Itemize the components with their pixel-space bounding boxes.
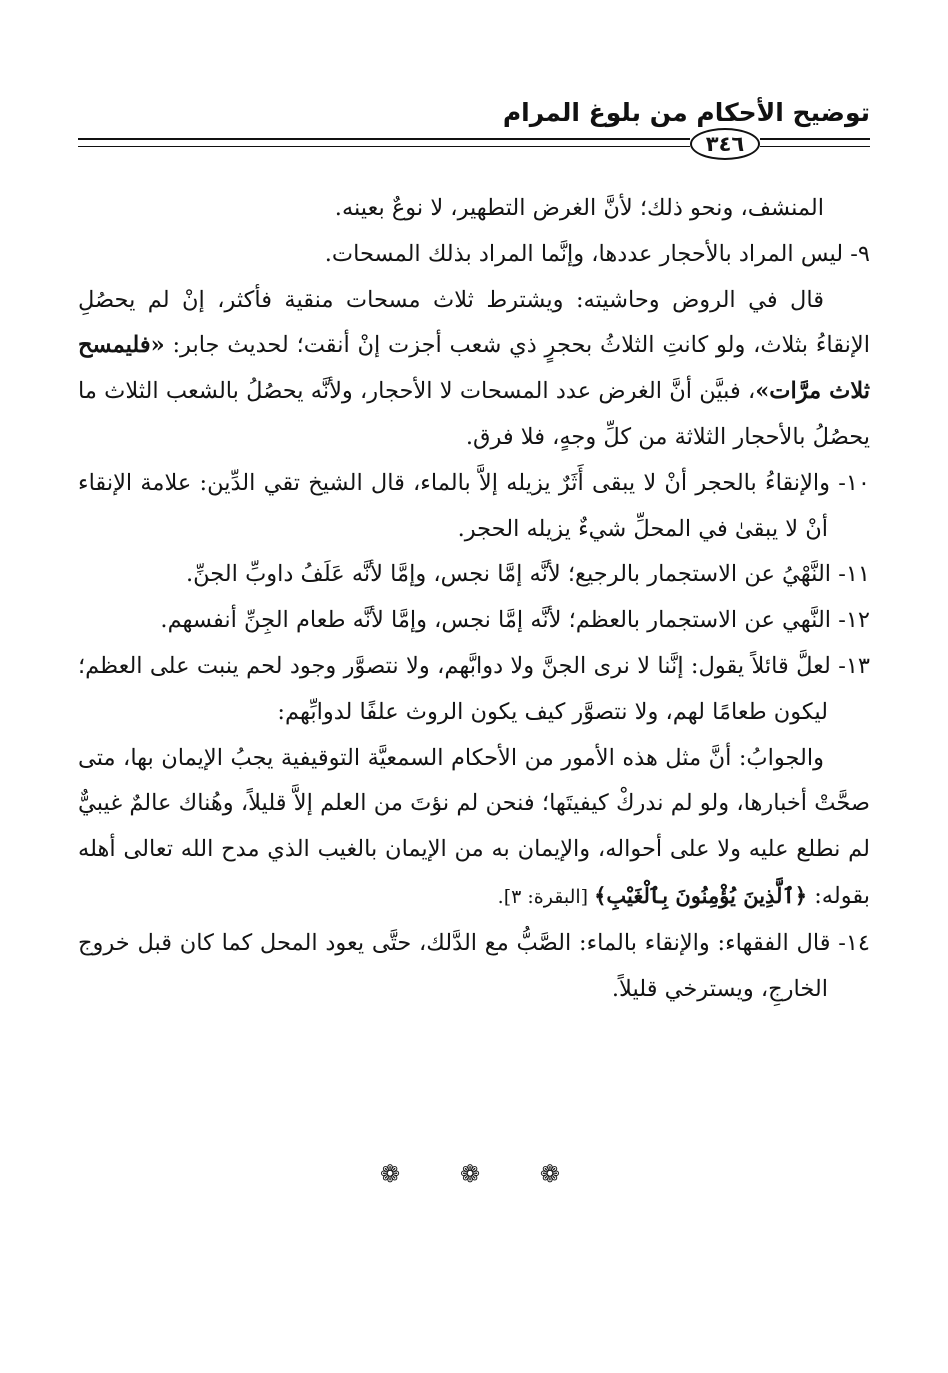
list-item-9: ٩- ليس المراد بالأحجار عددها، وإنَّما المراد بذلك المسحات. xyxy=(324,240,870,267)
page-number-frame xyxy=(690,128,760,160)
hadith-quote: «فليمسح ثلاث مرَّات» xyxy=(78,332,871,405)
header-rule-right-top xyxy=(760,138,870,140)
answer-text: والجوابُ: أنَّ مثل هذه الأمور من الأحكام السمعيَّة التوقيفية يجبُ الإيمان بها، متى صحَّتْ أخبارها، ولو لم ندركْ كيفيتَها؛ فنحن لم نؤتَ من العلم إلاَّ قليلاً، وهُناك عالمٌ غيبيٌّ لم نطلع عليه ولا على أحواله، والإيمان به من الإيمان بالغيب الذي مدح الله تعالى أهله بقوله: xyxy=(78,744,870,909)
separator-star-3: ❁ xyxy=(539,1160,560,1188)
header-rule-right-bottom xyxy=(760,146,870,147)
book-title: توضيح الأحكام من بلوغ المرام xyxy=(502,98,870,127)
quran-verse: ﴿ٱلَّذِينَ يُؤْمِنُونَ بِٱلْغَيْبِ﴾ xyxy=(594,882,808,908)
list-item-14: ١٤- قال الفقهاء: والإنقاء بالماء: الصَّبُّ مع الدَّلك، حتَّى يعود المحل كما كان قبل خروج الخارجِ، ويسترخي قليلاً. xyxy=(78,929,870,1002)
separator-star-2: ❁ xyxy=(459,1160,481,1188)
paragraph-answer xyxy=(78,736,870,921)
header-rule-left-top xyxy=(78,138,690,140)
verse-reference: [البقرة: ٣]. xyxy=(497,885,595,908)
section-separator xyxy=(380,1160,560,1188)
list-item-12: ١٢- النَّهي عن الاستجمار بالعظم؛ لأنَّه إمَّا نجس، وإمَّا لأنَّه طعام الجِنِّ أنفسهم. xyxy=(160,607,870,634)
paragraph-rawd xyxy=(78,278,870,461)
main-text xyxy=(78,186,870,1012)
page-number: ٣٤٦ xyxy=(705,132,745,156)
list-item-13: ١٣- لعلَّ قائلاً يقول: إنَّنا لا نرى الجنَّ ولا دوابَّهم، ولا نتصوَّر وجود لحم ينبت على العظم؛ ليكون طعامًا لهم، ولا نتصوَّر كيف يكون الروث علفًا لدوابِّهم: xyxy=(78,652,870,725)
separator-star-1: ❁ xyxy=(380,1160,401,1188)
rawd-text-b: ، فبيَّن أنَّ الغرض عدد المسحات لا الأحجار، ولأنَّه يحصُلُ بالشعب الثلاث ما يحصُلُ بالأحجار الثلاثة من كلِّ وجهٍ، فلا فرق. xyxy=(78,378,870,450)
list-item-10: ١٠- والإنقاءُ بالحجر أنْ لا يبقى أَثَرٌ يزيله إلاَّ بالماء، قال الشيخ تقي الدِّين: علامة الإنقاء أنْ لا يبقىٰ في المحلِّ شيءٌ يزيله الحجر. xyxy=(78,469,870,542)
header-rule-left-bottom xyxy=(78,146,690,147)
paragraph-continuation: المنشف، ونحو ذلك؛ لأنَّ الغرض التطهير، لا نوعٌ بعينه. xyxy=(334,195,824,221)
rawd-text-a: قال في الروض وحاشيته: ويشترط ثلاث مسحات منقية فأكثر، إنْ لم يحصُلِ الإنقاءُ بثلاث، ولو كانتِ الثلاثُ بحجرٍ ذي شعب أجزت إنْ أنقت؛ لحديث جابر: xyxy=(78,286,870,359)
list-item-11: ١١- النَّهْيُ عن الاستجمار بالرجيع؛ لأنَّه إمَّا نجس، وإمَّا لأنَّه عَلَفُ داوبِّ الجنِّ. xyxy=(186,561,870,588)
